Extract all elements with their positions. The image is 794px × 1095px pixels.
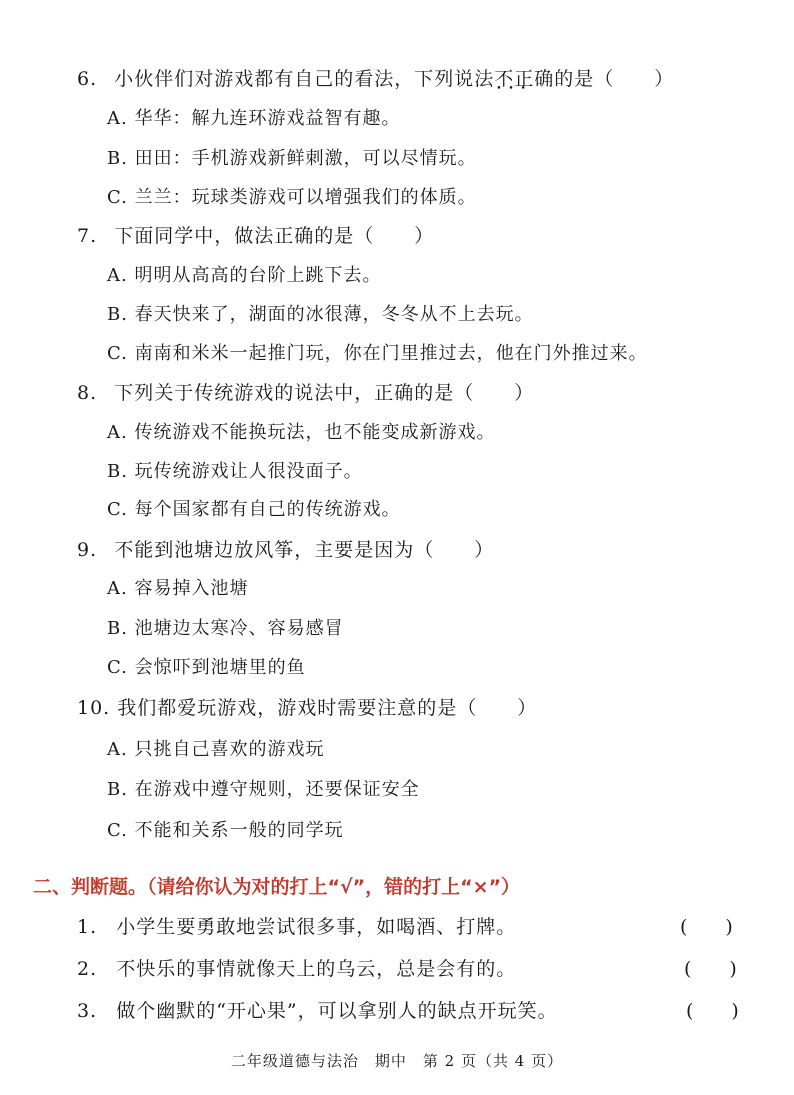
question-number: 8. [77,382,98,404]
item-text: 小学生要勇敢地尝试很多事，如喝酒、打牌。 [116,916,517,938]
judge-item-3 [77,996,558,1023]
question-6 [77,64,674,91]
question-8 [77,378,534,405]
option-8b: B. 玩传统游戏让人很没面子。 [107,461,363,482]
question-text: 小伙伴们对游戏都有自己的看法，下列说法 [114,68,495,90]
section-heading [33,872,520,899]
question-9 [77,535,494,562]
option-9a: A. 容易掉入池塘 [107,578,249,599]
section-title: 二、判断题。 [33,876,148,898]
answer-box-3[interactable]: ( ) [686,1000,739,1022]
question-number: 6. [77,68,98,90]
item-number: 3. [77,1000,98,1022]
option-9b: B. 池塘边太寒冷、容易感冒 [107,618,344,639]
question-7 [77,221,434,248]
question-number: 7. [77,225,98,247]
question-text: 不能到池塘边放风筝，主要是因为（ ） [114,539,495,561]
option-10a: A. 只挑自己喜欢的游戏玩 [107,739,325,760]
option-7a: A. 明明从高高的台阶上跳下去。 [107,265,382,286]
option-10c: C. 不能和关系一般的同学玩 [107,820,344,841]
option-7c: C. 南南和米米一起推门玩，你在门里推过去，他在门外推过来。 [107,343,648,364]
question-number: 10. [77,697,111,719]
judge-item-1 [77,912,516,939]
emphasis-text: • • • 不正确 [494,64,554,91]
option-6a: A. 华华：解九连环游戏益智有趣。 [107,108,401,129]
option-8a: A. 传统游戏不能换玩法，也不能变成新游戏。 [107,422,496,443]
item-number: 1. [77,916,98,938]
question-text: 下列关于传统游戏的说法中，正确的是（ ） [114,382,535,404]
question-text-end: 的是（ ） [554,68,675,90]
section-instruction: （请给你认为对的打上“√”，错的打上“×”） [147,876,521,898]
option-10b: B. 在游戏中遵守规则，还要保证安全 [107,779,420,800]
question-10 [77,693,537,720]
answer-box-1[interactable]: ( ) [680,916,733,938]
item-number: 2. [77,958,98,980]
question-text: 下面同学中，做法正确的是（ ） [114,225,435,247]
item-text: 不快乐的事情就像天上的乌云，总是会有的。 [116,958,517,980]
option-6b: B. 田田：手机游戏新鲜刺激，可以尽情玩。 [107,148,477,169]
judge-item-2 [77,954,516,981]
question-number: 9. [77,539,98,561]
question-text: 我们都爱玩游戏，游戏时需要注意的是（ ） [117,697,538,719]
option-7b: B. 春天快来了，湖面的冰很薄，冬冬从不上去玩。 [107,304,534,325]
answer-box-2[interactable]: ( ) [684,958,737,980]
page-footer: 二年级道德与法治 期中 第 2 页（共 4 页） [230,1052,564,1070]
option-6c: C. 兰兰：玩球类游戏可以增强我们的体质。 [107,187,477,208]
option-9c: C. 会惊吓到池塘里的鱼 [107,657,306,678]
option-8c: C. 每个国家都有自己的传统游戏。 [107,499,401,520]
item-text: 做个幽默的“开心果”，可以拿别人的缺点开玩笑。 [116,1000,558,1022]
